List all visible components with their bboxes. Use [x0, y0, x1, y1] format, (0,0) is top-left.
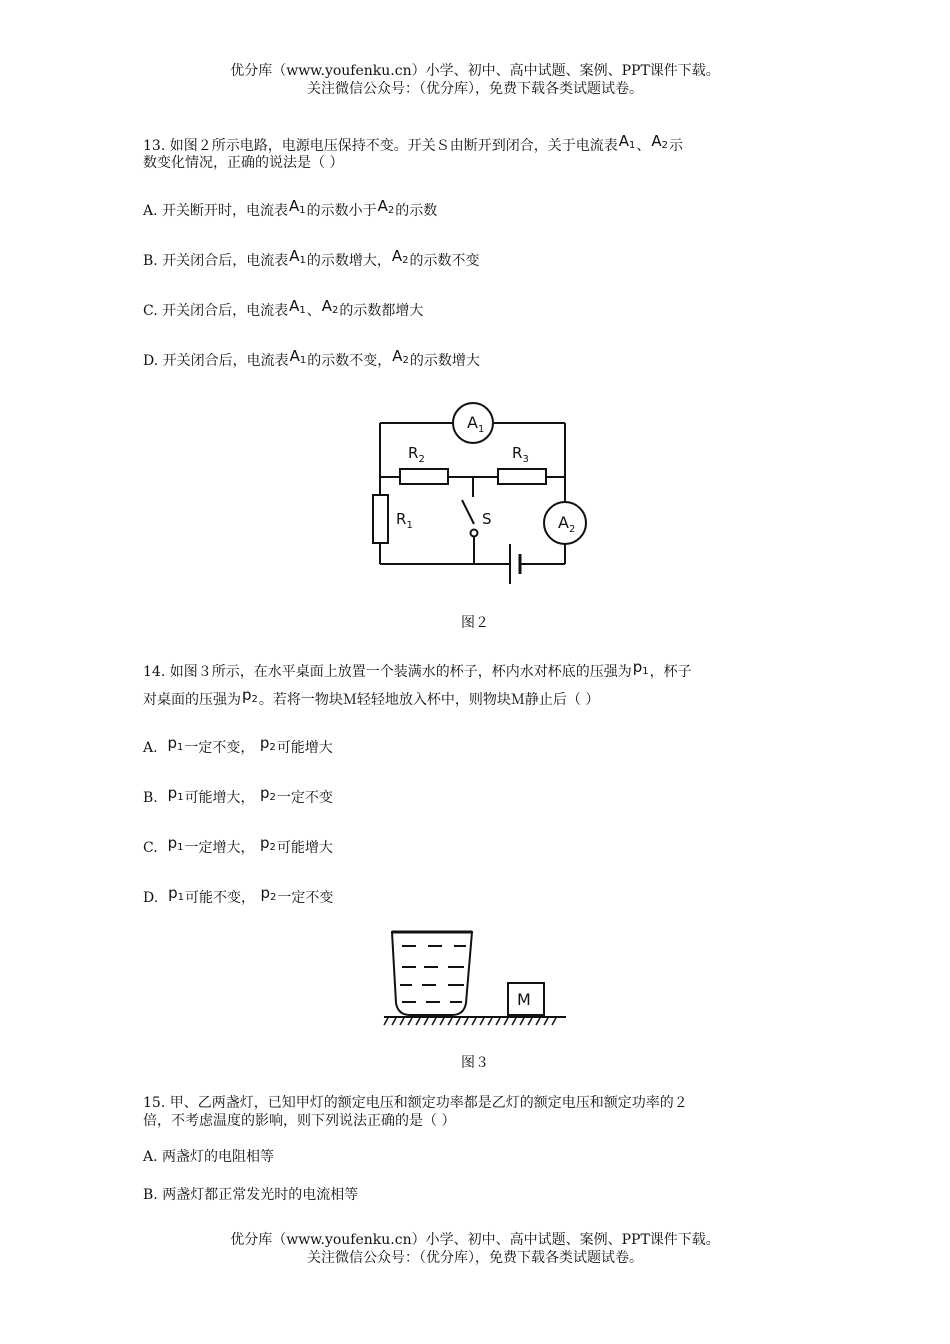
footer-line-1: 优分库（www.youfenku.cn）小学、初中、高中试题、案例、PPT课件下载。: [230, 1232, 720, 1248]
symbol-A2: $A_2$: [651, 132, 668, 151]
label-a2: $A_2$: [558, 513, 576, 535]
symbol-p2: $p_2$: [259, 834, 276, 853]
switch-blade: [462, 500, 474, 524]
q15-stem-line-1: 15. 甲、乙两盏灯，已知甲灯的额定电压和额定功率都是乙灯的额定电压和额定功率的２: [143, 1095, 688, 1111]
cup-block-diagram: [380, 925, 570, 1030]
q15-stem-line-2: 倍，不考虑温度的影响，则下列说法正确的是（ ）: [143, 1113, 456, 1129]
symbol-A1: $A_1$: [289, 297, 306, 316]
label-r2: $R_2$: [408, 444, 425, 465]
symbol-A2: $A_2$: [377, 197, 395, 216]
resistor-r3: [498, 469, 546, 484]
symbol-A2: $A_2$: [321, 297, 339, 316]
circuit-diagram: [370, 392, 600, 592]
symbol-A1: $A_1$: [618, 132, 636, 151]
symbol-p2: $p_2$: [242, 686, 258, 705]
q15-option-b: B. 两盏灯都正常发光时的电流相等: [143, 1187, 359, 1203]
header-line-1: 优分库（www.youfenku.cn）小学、初中、高中试题、案例、PPT课件下载。: [230, 63, 720, 79]
header-line-2: 关注微信公众号：（优分库），免费下载各类试题试卷。: [307, 81, 643, 97]
figure-3-caption: 图３: [461, 1055, 489, 1071]
label-s: S: [482, 510, 492, 528]
q14-option-a: A. $p_1$一定不变， $p_2$可能增大: [143, 734, 333, 756]
block-label: M: [517, 990, 531, 1009]
q13-option-d: D. 开关闭合后，电流表$A_1$的示数不变，$A_2$的示数增大: [143, 347, 480, 369]
label-a1: $A_1$: [467, 413, 485, 435]
symbol-p1: $p_1$: [168, 884, 184, 903]
resistor-r1: [373, 495, 388, 543]
figure-2-caption: 图２: [461, 615, 489, 631]
symbol-A2: $A_2$: [392, 347, 409, 366]
switch-contact: [471, 530, 478, 537]
q14-option-d: D. $p_1$可能不变， $p_2$一定不变: [143, 884, 334, 906]
q13-option-a: A. 开关断开时，电流表$A_1$的示数小于$A_2$的示数: [143, 197, 438, 219]
q14-stem-line-1: 14. 如图３所示，在水平桌面上放置一个装满水的杯子，杯内水对杯底的压强为$p_1$，杯子: [143, 658, 692, 680]
q13-stem-tail: 示: [669, 138, 683, 154]
q14-stem-line-2: 对桌面的压强为$p_2$。若将一物块Ｍ轻轻地放入杯中，则物块Ｍ静止后（ ）: [143, 686, 600, 708]
q15-option-a: A. 两盏灯的电阻相等: [143, 1149, 275, 1165]
symbol-p1: $p_1$: [167, 784, 184, 803]
symbol-A1: $A_1$: [289, 347, 307, 366]
symbol-p2: $p_2$: [260, 784, 276, 803]
q13-option-b: B. 开关闭合后，电流表$A_1$的示数增大，$A_2$的示数不变: [143, 247, 480, 269]
q13-option-c: C. 开关闭合后，电流表$A_1$、$A_2$的示数都增大: [143, 297, 424, 319]
symbol-p1: $p_1$: [632, 658, 649, 677]
q14-option-c: C. $p_1$一定增大， $p_2$可能增大: [143, 834, 333, 856]
footer-line-2: 关注微信公众号：（优分库），免费下载各类试题试卷。: [307, 1250, 643, 1266]
symbol-p2: $p_2$: [259, 734, 276, 753]
q13-stem-line-2: 数变化情况，正确的说法是（ ）: [143, 155, 344, 171]
symbol-A2: $A_2$: [391, 247, 409, 266]
label-r3: $R_3$: [512, 444, 529, 465]
q13-separator: 、: [636, 138, 651, 154]
q14-option-b: B. $p_1$可能增大， $p_2$一定不变: [143, 784, 333, 806]
symbol-p2: $p_2$: [260, 884, 277, 903]
resistor-r2: [400, 469, 448, 484]
symbol-A1: $A_1$: [289, 197, 306, 216]
symbol-p1: $p_1$: [167, 834, 184, 853]
symbol-A1: $A_1$: [289, 247, 306, 266]
symbol-p1: $p_1$: [167, 734, 184, 753]
label-r1: $R_1$: [396, 510, 413, 531]
table-hatching: [384, 1018, 556, 1025]
q13-stem-text: 13. 如图２所示电路，电源电压保持不变。开关Ｓ由断开到闭合，关于电流表: [143, 138, 618, 154]
